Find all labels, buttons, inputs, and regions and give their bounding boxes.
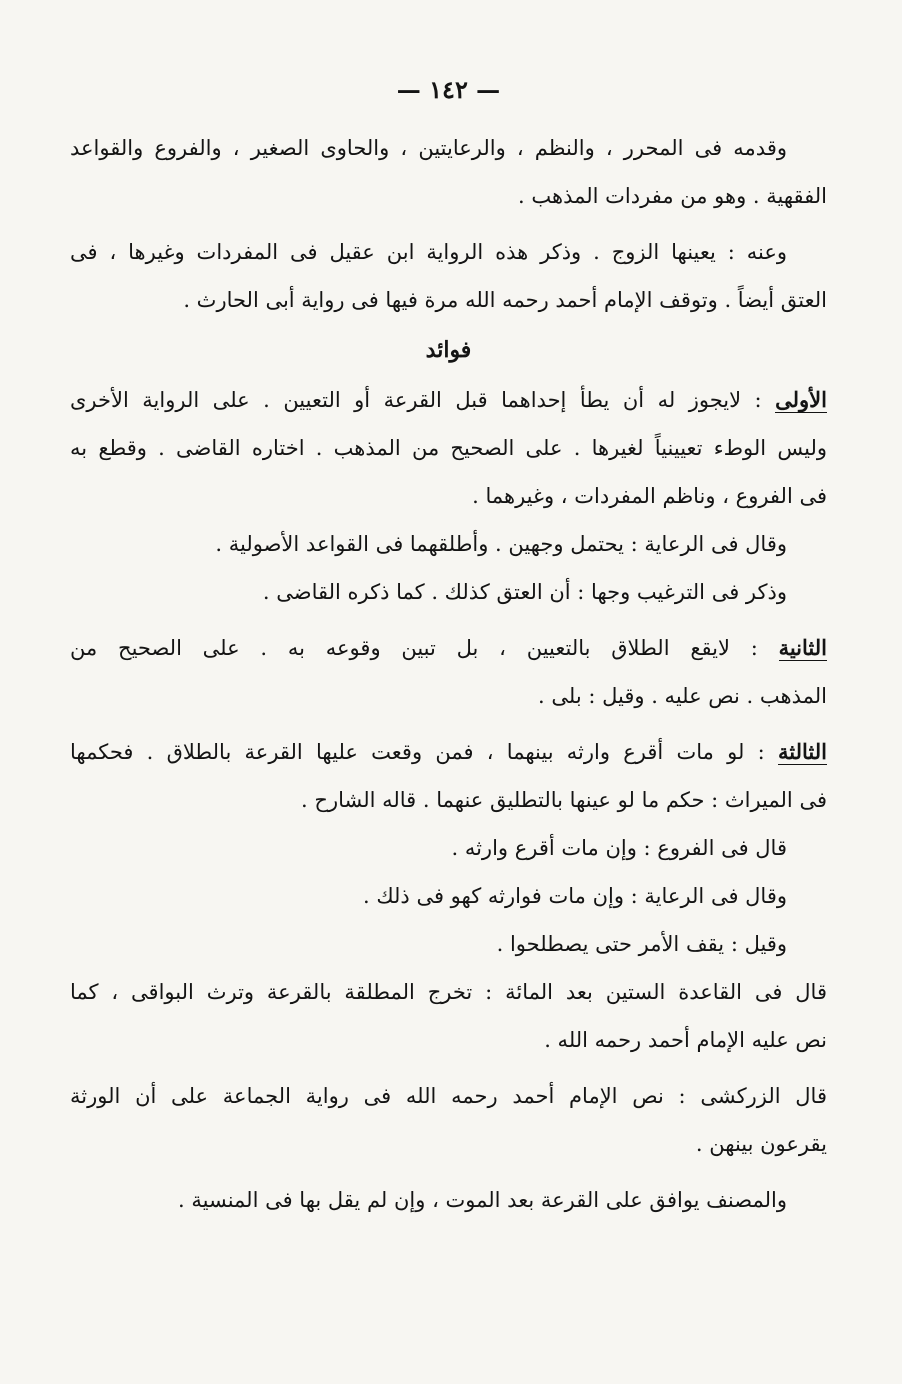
text-line [70,376,827,424]
faida-first [70,376,827,616]
faida-lead: الثالثة [778,739,827,764]
text-line: وقيل : يقف الأمر حتى يصطلحوا . [496,932,787,956]
paragraph-zarkashi [70,1072,827,1168]
paragraph-wa-anhu [70,228,827,324]
text-line: وقدمه فى المحرر ، والنظم ، والرعايتين ، والحاوى الصغير ، والفروع والقواعد [70,136,787,160]
text-line: وذكر فى الترغيب وجها : أن العتق كذلك . كما ذكره القاضى . [262,580,787,604]
faida-text: : لايجوز له أن يطأ إحداهما قبل القرعة أو التعيين . على الرواية الأخرى [70,388,762,412]
paragraph-qaida [70,968,827,1064]
text-line: قال فى الفروع : وإن مات أقرع وارثه . [451,836,787,860]
text-line: والمصنف يوافق على القرعة بعد الموت ، وإن لم يقل بها فى المنسية . [178,1188,787,1212]
page-number: — ١٤٢ — [396,75,501,104]
text-line: العتق أيضاً . وتوقف الإمام أحمد رحمه الله مرة فيها فى رواية أبى الحارث . [183,288,827,312]
text-line: وعنه : يعينها الزوج . وذكر هذه الرواية ابن عقيل فى المفردات وغيرها ، فى [70,240,787,264]
text-line: يقرعون بينهن . [695,1132,827,1156]
text-line [70,728,827,776]
faida-third [70,728,827,968]
faida-text: : لايقع الطلاق بالتعيين ، بل تبين وقوعه به . على الصحيح من [70,636,758,660]
text-line: قال فى القاعدة الستين بعد المائة : تخرج المطلقة بالقرعة وترث البواقى ، كما [70,980,827,1004]
section-heading: فوائد [425,337,472,363]
faida-second [70,624,827,720]
text-line: الفقهية . وهو من مفردات المذهب . [518,184,827,208]
text-line: وقال فى الرعاية : يحتمل وجهين . وأطلقهما فى القواعد الأصولية . [215,532,787,556]
faida-text: : لو مات أقرع وارثه بينهما ، فمن وقعت عليها القرعة بالطلاق . فحكمها [70,740,765,764]
text-line: قال الزركشى : نص الإمام أحمد رحمه الله فى رواية الجماعة على أن الورثة [70,1084,827,1108]
book-page [70,70,827,1344]
paragraph-musannif [70,1176,827,1224]
text-line: وليس الوطء تعيينياً لغيرها . على الصحيح من المذهب . اختاره القاضى . وقطع به [70,436,827,460]
text-line: فى الفروع ، وناظم المفردات ، وغيرهما . [472,484,827,508]
text-line: وقال فى الرعاية : وإن مات فوارثه كهو فى ذلك . [362,884,787,908]
faida-lead: الأولى [775,387,827,412]
paragraph-intro [70,124,827,220]
text-line: المذهب . نص عليه . وقيل : بلى . [538,684,827,708]
text-line: فى الميراث : حكم ما لو عينها بالتطليق عنهما . قاله الشارح . [301,788,827,812]
text-line: نص عليه الإمام أحمد رحمه الله . [544,1028,827,1052]
faida-lead: الثانية [778,635,827,660]
text-line [70,624,827,672]
